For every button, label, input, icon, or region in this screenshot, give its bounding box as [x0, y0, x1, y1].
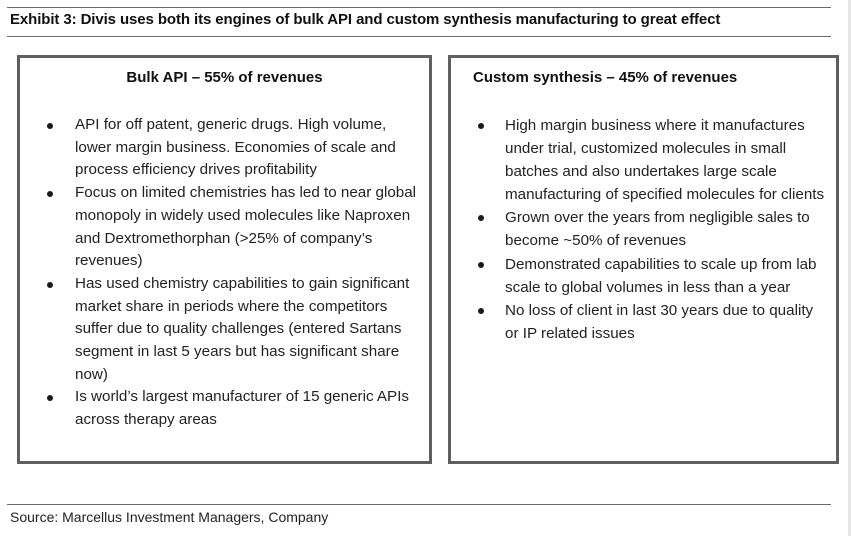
bulk-api-panel-title: Bulk API – 55% of revenues [126, 69, 323, 86]
bullet-text: High margin business where it manufactures under trial, customized molecules in small batches and also undertakes large scale manufacturing of specified molecules for clients [505, 117, 825, 204]
bullet-icon [47, 123, 53, 129]
list-item [473, 114, 830, 206]
bullet-icon [478, 308, 484, 314]
list-item [42, 273, 421, 387]
bullet-icon [47, 191, 53, 197]
bullet-icon [478, 262, 484, 268]
custom-synthesis-bullet-list [473, 114, 830, 345]
bulk-api-bullet-list [42, 114, 421, 432]
bullet-text: No loss of client in last 30 years due to quality or IP related issues [505, 301, 814, 342]
source-note: Source: Marcellus Investment Managers, Company [10, 509, 329, 525]
list-item [42, 386, 421, 431]
bullet-icon [478, 215, 484, 221]
custom-synthesis-panel-title: Custom synthesis – 45% of revenues [473, 69, 738, 86]
exhibit-title: Exhibit 3: Divis uses both its engines of bulk API and custom synthesis manufacturing to great effect [10, 11, 721, 28]
bullet-icon [478, 123, 484, 129]
list-item [473, 253, 830, 299]
bullet-text: API for off patent, generic drugs. High volume, lower margin business. Economies of scale and process efficiency drives profitability [75, 116, 396, 179]
title-underline [7, 36, 831, 37]
bullet-text: Focus on limited chemistries has led to near global monopoly in widely used molecules like Naproxen and Dextromethorphan (>25% of company’s revenues) [75, 184, 417, 270]
list-item [473, 299, 830, 345]
bullet-text: Grown over the years from negligible sales to become ~50% of revenues [505, 209, 810, 250]
source-rule [7, 504, 831, 505]
bulk-api-panel [17, 55, 432, 464]
bullet-text: Is world’s largest manufacturer of 15 generic APIs across therapy areas [75, 388, 410, 429]
list-item [42, 114, 421, 182]
top-rule [7, 7, 831, 8]
list-item [473, 206, 830, 252]
bullet-icon [47, 282, 53, 288]
custom-synthesis-panel [448, 55, 839, 464]
bullet-icon [47, 395, 53, 401]
bullet-text: Demonstrated capabilities to scale up from lab scale to global volumes in less than a year [505, 255, 817, 296]
list-item [42, 182, 421, 273]
bullet-text: Has used chemistry capabilities to gain significant market share in periods where the competitors suffer due to quality challenges (entered Sartans segment in last 5 years but has significant share now) [75, 274, 410, 383]
